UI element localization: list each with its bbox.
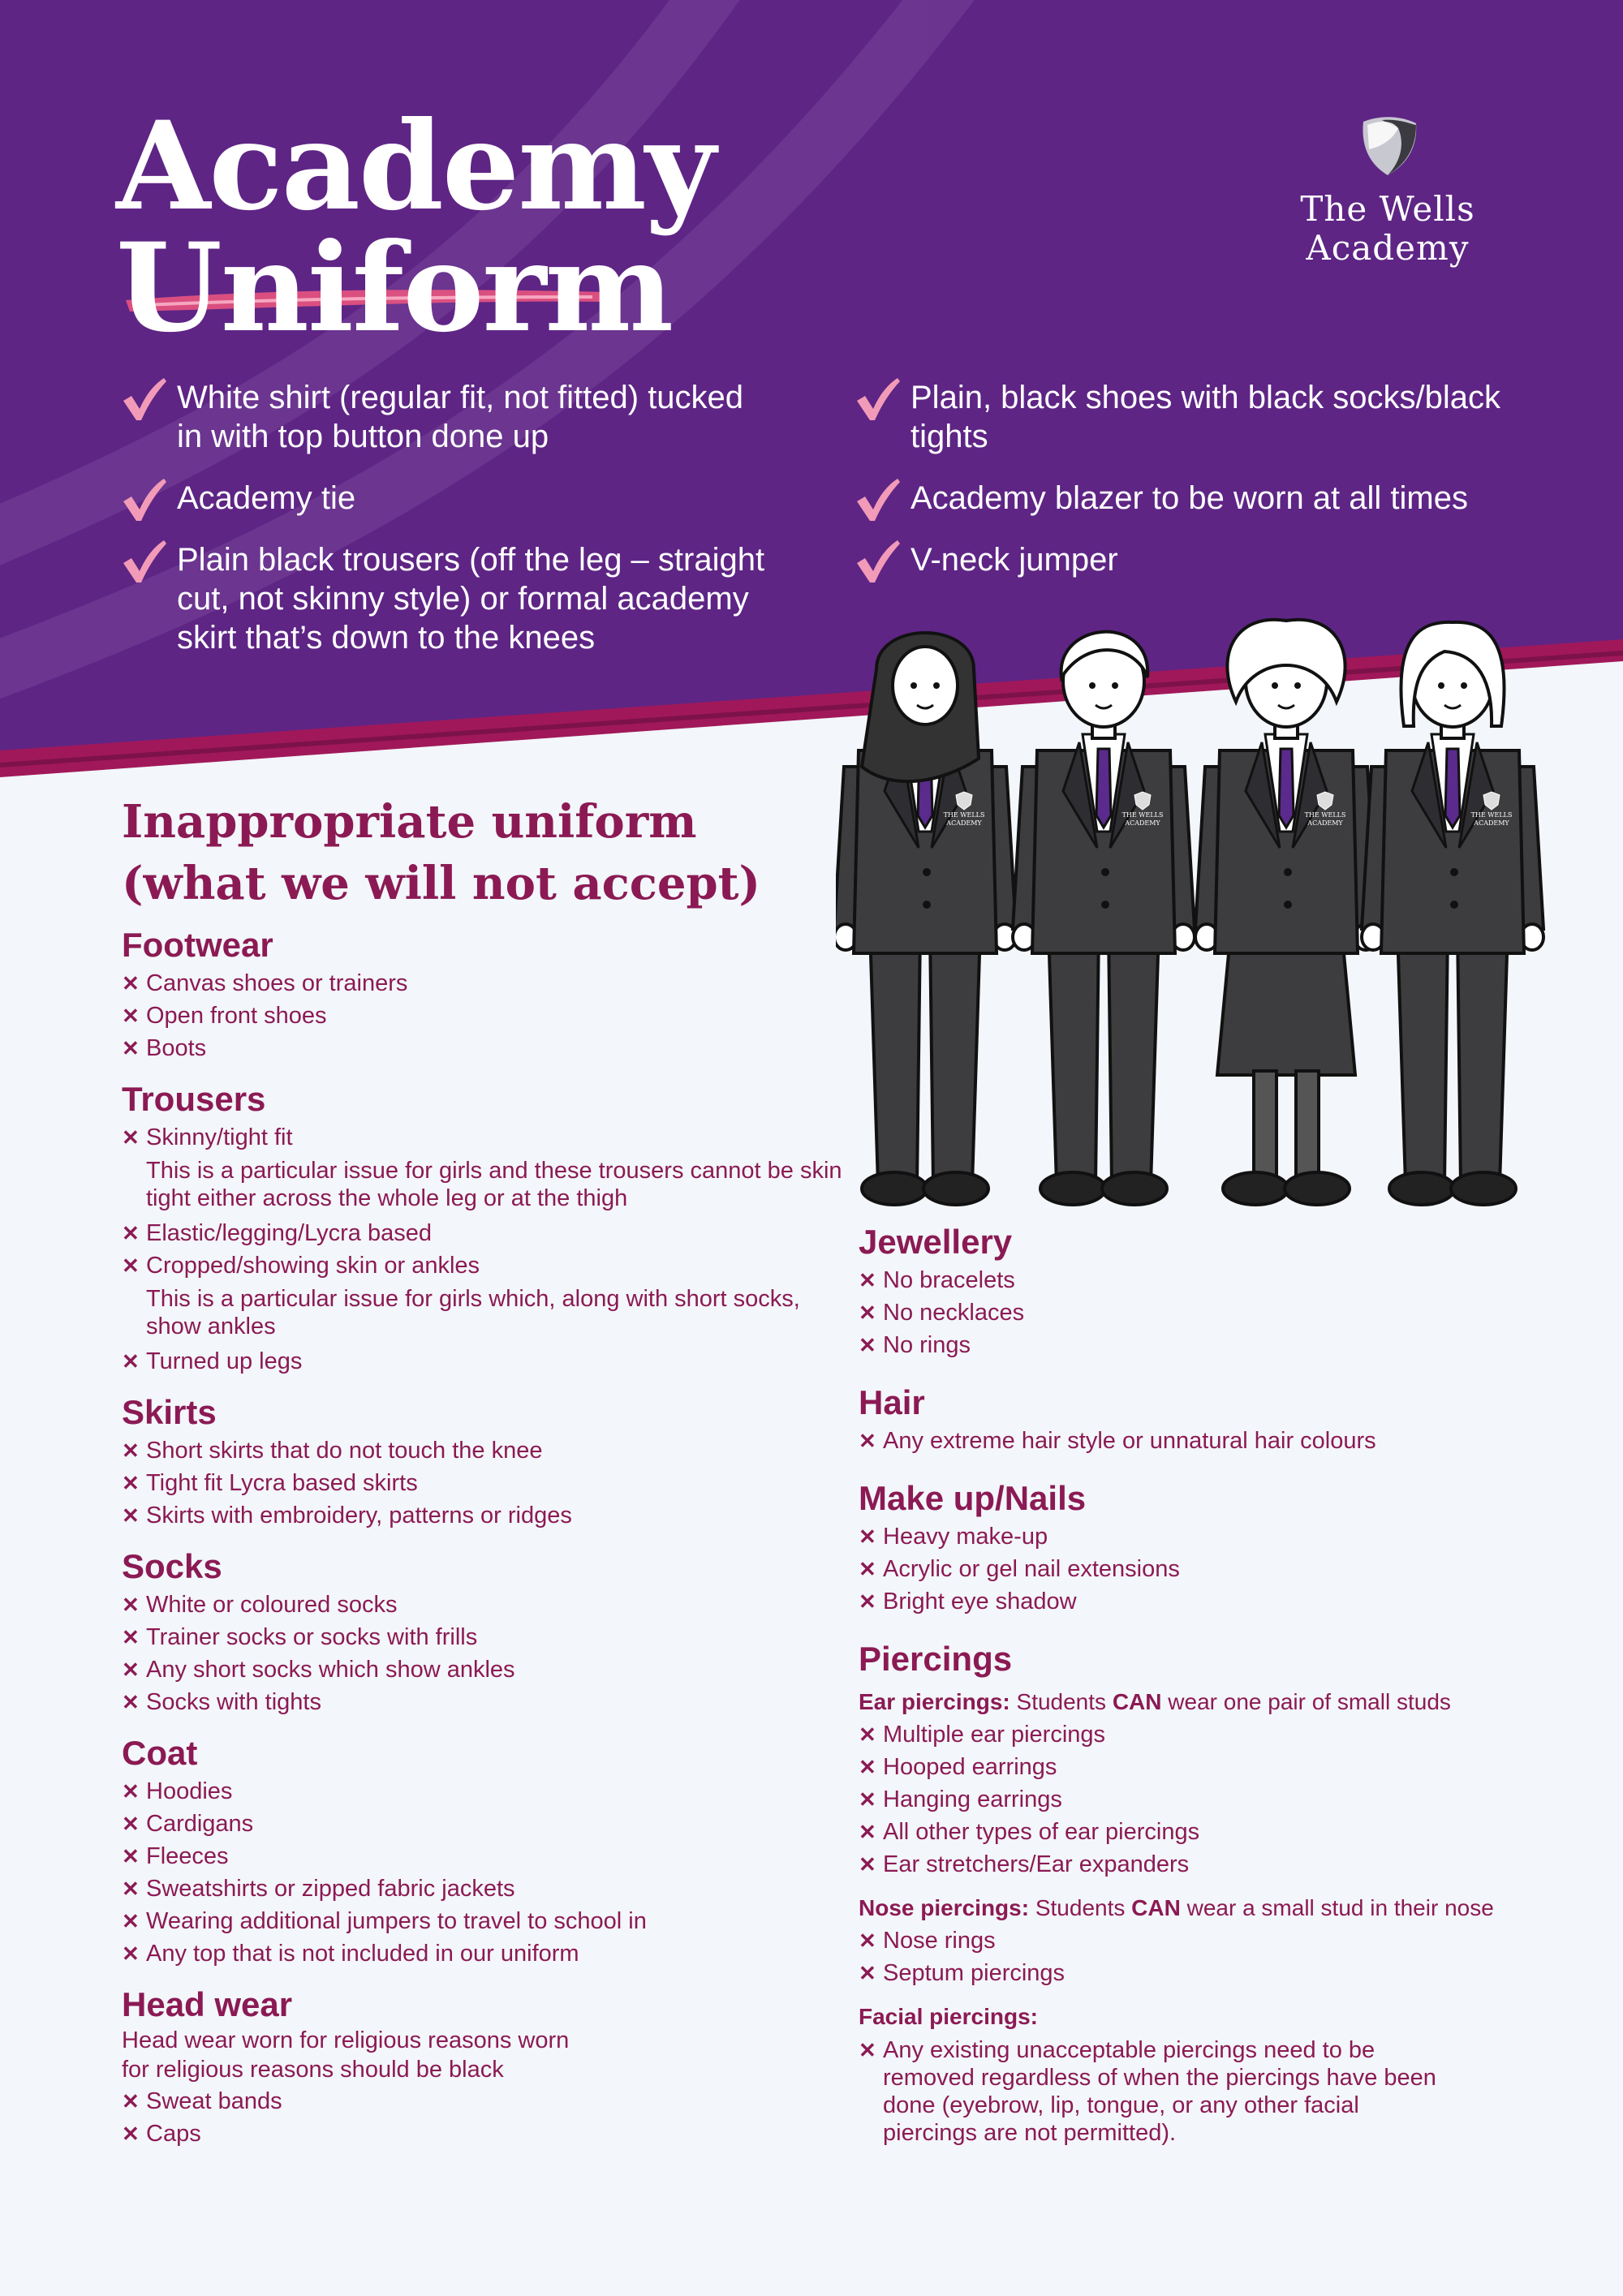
list-item — [122, 1589, 852, 1621]
title-line-1: Academy — [116, 95, 715, 238]
right-eye — [933, 682, 940, 689]
students-illustration — [836, 604, 1566, 1221]
nose-piercings-list — [859, 1924, 1573, 1989]
cross-icon: ✕ — [122, 1909, 140, 1933]
logo-line-2: Academy — [1306, 228, 1470, 268]
piercings-section — [859, 1639, 1573, 2147]
right-eye — [1112, 682, 1118, 689]
blazer-button — [1450, 868, 1458, 876]
check-icon — [854, 477, 901, 522]
student-figure — [1013, 632, 1195, 1205]
makeup-heading: Make up/Nails — [859, 1479, 1087, 1517]
list-item — [859, 1718, 1573, 1751]
checklist-item — [854, 540, 1568, 579]
item-text: Fleeces — [146, 1843, 229, 1869]
list-item — [122, 967, 852, 1000]
check-icon — [120, 376, 167, 422]
cross-icon: ✕ — [122, 1844, 140, 1868]
cross-icon: ✕ — [859, 1333, 876, 1357]
list-item — [122, 1467, 852, 1499]
badge-text-line-2: ACADEMY — [946, 819, 982, 827]
hair-heading: Hair — [859, 1383, 925, 1421]
academy-logo — [1266, 114, 1509, 268]
list-item — [859, 1329, 1573, 1361]
cross-icon: ✕ — [859, 2038, 876, 2062]
coat-section — [122, 1733, 852, 1970]
left-rules-column — [122, 925, 852, 2165]
cross-icon: ✕ — [122, 2089, 140, 2113]
socks-list — [122, 1589, 852, 1718]
cross-icon: ✕ — [859, 1301, 876, 1325]
cross-icon: ✕ — [122, 1036, 140, 1060]
left-eye — [1089, 682, 1096, 689]
list-item — [859, 1957, 1573, 1989]
list-item — [122, 1217, 852, 1249]
item-text: Any extreme hair style or unnatural hair colours — [883, 1428, 1376, 1454]
makeup-list — [859, 1520, 1573, 1618]
inappropriate-line-2: (what we will not accept) — [122, 857, 760, 910]
student-figure — [836, 633, 1016, 1205]
list-item — [122, 1872, 852, 1905]
footwear-heading: Footwear — [122, 926, 273, 964]
facial-piercings-label: Facial piercings: — [859, 2004, 1038, 2029]
item-text: Cardigans — [146, 1811, 254, 1837]
cross-icon: ✕ — [122, 1593, 140, 1617]
facial-line-4: piercings are not permitted). — [883, 2120, 1177, 2146]
cross-icon: ✕ — [122, 1658, 140, 1682]
socks-section — [122, 1546, 852, 1718]
checklist-text: White shirt (regular fit, not fitted) tucked in with top button done up — [177, 380, 744, 454]
ear-piercings-list — [859, 1718, 1573, 1881]
checklist-item — [120, 479, 769, 518]
checklist-item — [854, 378, 1568, 456]
cross-icon: ✕ — [859, 1429, 876, 1453]
item-text: No rings — [883, 1332, 971, 1358]
item-text: Open front shoes — [146, 1003, 327, 1029]
badge-text-line-2: ACADEMY — [1474, 819, 1509, 827]
blazer-button — [1450, 901, 1458, 909]
list-item — [859, 1425, 1573, 1457]
item-text: No necklaces — [883, 1300, 1025, 1326]
list-item — [859, 1520, 1573, 1553]
cross-icon: ✕ — [122, 1812, 140, 1836]
cross-icon: ✕ — [122, 1471, 140, 1495]
list-item — [122, 1249, 852, 1282]
nose-text-a: Students — [1029, 1895, 1132, 1920]
list-item — [122, 1840, 852, 1872]
item-text: Any top that is not included in our uniform — [146, 1941, 579, 1967]
list-item — [859, 1585, 1573, 1618]
item-text: Sweatshirts or zipped fabric jackets — [146, 1876, 515, 1902]
checklist-text: V-neck jumper — [911, 542, 1118, 578]
hair-section — [859, 1382, 1573, 1457]
headwear-note-line-2: for religious reasons should be black — [122, 2057, 504, 2083]
student-figure — [1362, 622, 1543, 1205]
headwear-heading: Head wear — [122, 1985, 293, 2023]
item-text: Heavy make-up — [883, 1524, 1048, 1550]
facial-line-1: Any existing unacceptable piercings need to be — [883, 2037, 1375, 2063]
item-text: Any short socks which show ankles — [146, 1657, 515, 1683]
trousers-note-1: This is a particular issue for girls and these trousers cannot be skin tight either across the whole leg or at the thigh — [146, 1158, 842, 1211]
list-item — [122, 1937, 852, 1970]
cross-icon: ✕ — [122, 1004, 140, 1028]
left-shoe — [1223, 1172, 1288, 1205]
ear-text-a: Students — [1010, 1689, 1113, 1714]
item-text: White or coloured socks — [146, 1592, 398, 1618]
cross-icon: ✕ — [122, 1877, 140, 1901]
item-text: Elastic/legging/Lycra based — [146, 1220, 432, 1246]
checklist-text: Academy tie — [177, 480, 356, 516]
left-eye — [911, 682, 917, 689]
cross-icon: ✕ — [859, 1524, 876, 1549]
left-trouser-leg — [870, 929, 920, 1185]
left-trouser-leg — [1048, 929, 1099, 1185]
list-item — [859, 1924, 1573, 1957]
cross-icon: ✕ — [859, 1589, 876, 1614]
facial-line-2: removed regardless of when the piercings have been — [883, 2065, 1436, 2091]
footwear-list — [122, 967, 852, 1064]
cross-icon: ✕ — [122, 971, 140, 995]
item-text: Hanging earrings — [883, 1786, 1062, 1812]
list-item — [122, 2085, 852, 2118]
cross-icon: ✕ — [859, 1961, 876, 1985]
item-text: Bright eye shadow — [883, 1589, 1077, 1615]
item-text: Caps — [146, 2121, 201, 2147]
item-text: Septum piercings — [883, 1960, 1065, 1986]
blazer-button — [1284, 901, 1292, 909]
item-text: Multiple ear piercings — [883, 1722, 1106, 1748]
headwear-note-line-1: Head wear worn for religious reasons worn — [122, 2027, 570, 2053]
cross-icon: ✕ — [122, 1253, 140, 1278]
cross-icon: ✕ — [859, 1852, 876, 1877]
right-shoe — [1451, 1172, 1516, 1205]
list-item — [859, 2036, 1573, 2147]
list-item — [122, 1653, 852, 1686]
left-shoe — [1040, 1172, 1105, 1205]
check-icon — [120, 477, 167, 522]
cross-icon: ✕ — [859, 1928, 876, 1953]
item-text: Turned up legs — [146, 1348, 303, 1374]
item-text: Skirts with embroidery, patterns or ridges — [146, 1503, 572, 1529]
item-text: Skinny/tight fit — [146, 1124, 293, 1150]
uniform-checklist-left — [120, 378, 769, 680]
item-text: Trainer socks or socks with frills — [146, 1624, 478, 1650]
list-item — [859, 1751, 1573, 1783]
cross-icon: ✕ — [122, 1941, 140, 1966]
cross-icon: ✕ — [122, 1221, 140, 1245]
list-item — [122, 1000, 852, 1032]
logo-line-1: The Wells — [1300, 189, 1475, 229]
blazer-button — [1101, 901, 1109, 909]
cross-icon: ✕ — [122, 1779, 140, 1804]
item-text: Wearing additional jumpers to travel to school in — [146, 1908, 647, 1934]
nose-piercings-rule — [859, 1892, 1573, 1924]
list-item — [859, 1553, 1573, 1585]
item-text: Tight fit Lycra based skirts — [146, 1470, 418, 1496]
left-shoe — [1389, 1172, 1454, 1205]
ear-piercings-label: Ear piercings: — [859, 1689, 1010, 1714]
facial-line-3: done (eyebrow, lip, tongue, or any other facial — [883, 2092, 1359, 2118]
left-shoe — [862, 1172, 927, 1205]
cross-icon: ✕ — [859, 1722, 876, 1747]
list-item — [859, 1848, 1573, 1881]
title-line-2: Uniform — [116, 217, 673, 359]
coat-heading: Coat — [122, 1734, 198, 1772]
trousers-note-2: This is a particular issue for girls which, along with short socks, show ankles — [146, 1286, 800, 1339]
right-trouser-leg — [930, 929, 980, 1185]
cross-icon: ✕ — [122, 1438, 140, 1463]
hair-list — [859, 1425, 1573, 1457]
skirt — [1217, 945, 1355, 1075]
badge-text-line-1: THE WELLS — [1121, 811, 1164, 819]
item-text: Hoodies — [146, 1778, 233, 1804]
checklist-item — [120, 378, 769, 456]
right-shoe — [1102, 1172, 1167, 1205]
right-trouser-leg — [1109, 929, 1159, 1185]
list-item — [122, 1032, 852, 1064]
nose-text-b: wear a small stud in their nose — [1180, 1895, 1494, 1920]
right-shoe — [1285, 1172, 1350, 1205]
facial-piercings-rule — [859, 2001, 1573, 2033]
cross-icon: ✕ — [122, 1625, 140, 1649]
cross-icon: ✕ — [122, 1503, 140, 1528]
left-eye — [1272, 682, 1278, 689]
trousers-section — [122, 1079, 852, 1378]
item-text: All other types of ear piercings — [883, 1819, 1200, 1845]
list-item — [122, 1499, 852, 1532]
list-item — [859, 1783, 1573, 1816]
list-item — [122, 1775, 852, 1808]
list-item — [122, 1808, 852, 1840]
cross-icon: ✕ — [859, 1820, 876, 1844]
jewellery-section — [859, 1222, 1573, 1361]
ear-can: CAN — [1112, 1689, 1162, 1714]
item-text: Ear stretchers/Ear expanders — [883, 1851, 1190, 1877]
cross-icon: ✕ — [859, 1755, 876, 1779]
list-item — [859, 1264, 1573, 1296]
nose-piercings-label: Nose piercings: — [859, 1895, 1030, 1920]
inappropriate-line-1: Inappropriate uniform — [122, 795, 697, 849]
cross-icon: ✕ — [122, 1125, 140, 1150]
badge-text-line-1: THE WELLS — [1470, 811, 1513, 819]
right-shoe — [923, 1172, 988, 1205]
right-rules-column — [859, 1222, 1573, 2161]
tie — [1279, 749, 1294, 828]
nose-can: CAN — [1131, 1895, 1181, 1920]
blazer-button — [923, 868, 931, 876]
right-eye — [1294, 682, 1301, 689]
badge-text-line-2: ACADEMY — [1307, 819, 1343, 827]
item-text: Acrylic or gel nail extensions — [883, 1556, 1180, 1582]
list-item — [859, 1816, 1573, 1848]
jewellery-heading: Jewellery — [859, 1223, 1013, 1261]
check-icon — [854, 539, 901, 584]
badge-text-line-1: THE WELLS — [1304, 811, 1346, 819]
list-item — [122, 1621, 852, 1653]
left-eye — [1438, 682, 1444, 689]
blazer-button — [1101, 868, 1109, 876]
list-item — [859, 1296, 1573, 1329]
socks-heading: Socks — [122, 1547, 222, 1585]
item-text: No bracelets — [883, 1267, 1015, 1293]
page-title — [116, 95, 715, 359]
trousers-heading: Trousers — [122, 1080, 266, 1118]
checklist-item — [120, 540, 769, 657]
face — [893, 647, 958, 724]
uniform-checklist-right — [854, 378, 1568, 602]
blazer-button — [1284, 868, 1292, 876]
right-eye — [1461, 682, 1467, 689]
skirts-heading: Skirts — [122, 1393, 217, 1431]
piercings-heading: Piercings — [859, 1640, 1013, 1678]
headwear-section — [122, 1984, 852, 2150]
check-icon — [120, 539, 167, 584]
item-text: Canvas shoes or trainers — [146, 970, 408, 996]
jewellery-list — [859, 1264, 1573, 1361]
item-text: Hooped earrings — [883, 1754, 1057, 1780]
skirts-section — [122, 1392, 852, 1532]
right-trouser-leg — [1457, 929, 1508, 1185]
cross-icon: ✕ — [122, 2122, 140, 2146]
left-trouser-leg — [1397, 929, 1448, 1185]
shield-icon — [1351, 114, 1424, 178]
inappropriate-uniform-heading — [122, 791, 760, 914]
item-text: Socks with tights — [146, 1689, 321, 1715]
checklist-text: Plain, black shoes with black socks/black tights — [911, 380, 1500, 454]
cross-icon: ✕ — [122, 1690, 140, 1714]
skirts-list — [122, 1434, 852, 1532]
list-item — [122, 1905, 852, 1937]
left-sock — [1254, 1071, 1276, 1185]
checklist-text: Plain black trousers (off the leg – straight cut, not skinny style) or formal academy skirt that’s down to the knees — [177, 542, 765, 656]
checklist-item — [854, 479, 1568, 518]
makeup-section — [859, 1478, 1573, 1618]
check-icon — [854, 376, 901, 422]
headwear-list — [122, 2085, 852, 2150]
ear-text-b: wear one pair of small studs — [1161, 1689, 1451, 1714]
right-sock — [1296, 1071, 1319, 1185]
blazer-button — [923, 901, 931, 909]
checklist-text: Academy blazer to be worn at all times — [911, 480, 1468, 516]
coat-list — [122, 1775, 852, 1970]
cross-icon: ✕ — [859, 1557, 876, 1581]
student-figure — [1195, 620, 1377, 1205]
cross-icon: ✕ — [859, 1787, 876, 1812]
item-text: Boots — [146, 1035, 207, 1061]
tie — [1445, 749, 1460, 828]
item-text: Nose rings — [883, 1928, 996, 1954]
footwear-section — [122, 925, 852, 1064]
item-text: Short skirts that do not touch the knee — [146, 1438, 543, 1464]
cross-icon: ✕ — [859, 1268, 876, 1292]
badge-text-line-2: ACADEMY — [1125, 819, 1160, 827]
list-item — [122, 1345, 852, 1378]
list-item — [122, 1686, 852, 1718]
tie — [1096, 749, 1111, 828]
badge-text-line-1: THE WELLS — [943, 811, 985, 819]
list-item — [122, 1434, 852, 1467]
ear-piercings-rule — [859, 1686, 1573, 1718]
item-text: Sweat bands — [146, 2088, 282, 2114]
item-text: Cropped/showing skin or ankles — [146, 1253, 480, 1279]
list-item — [122, 1121, 852, 1154]
cross-icon: ✕ — [122, 1349, 140, 1374]
list-item — [122, 2118, 852, 2150]
